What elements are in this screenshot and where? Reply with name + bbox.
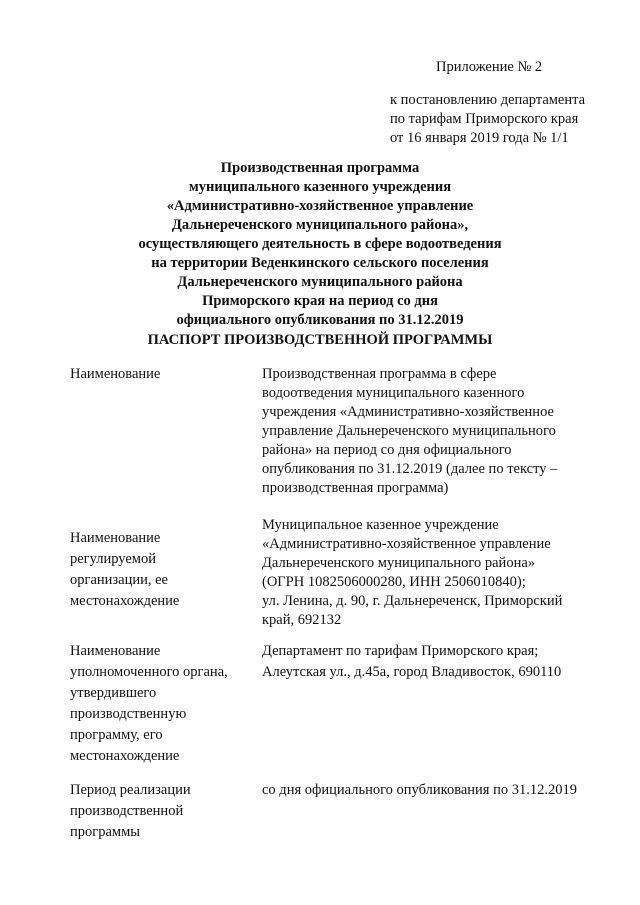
- row-value: Производственная программа в сфере: [262, 366, 497, 382]
- row-label: программу, его: [70, 727, 163, 743]
- row-value: водоотведения муниципального казенного: [262, 385, 525, 401]
- row-label: производственной: [70, 803, 184, 819]
- row-value: со дня официального опубликования по 31.12.2019: [262, 782, 577, 798]
- title-line: «Административно-хозяйственное управление: [166, 198, 474, 214]
- row-label: программы: [70, 824, 140, 840]
- row-value: Департамент по тарифам Приморского края;: [262, 643, 539, 659]
- row-label: утвердившего: [70, 685, 157, 701]
- row-label: организации, ее: [70, 572, 168, 588]
- row-value: «Административно-хозяйственное управление: [262, 536, 551, 552]
- row-label: регулируемой: [70, 551, 156, 567]
- row-value: опубликования по 31.12.2019 (далее по тексту –: [262, 461, 558, 477]
- title-line: осуществляющего деятельность в сфере водоотведения: [138, 236, 502, 252]
- row-value: (ОГРН 1082506000280, ИНН 2506010840);: [262, 574, 526, 590]
- appendix-number: Приложение № 2: [436, 59, 543, 75]
- row-label: местонахождение: [70, 593, 180, 609]
- appendix-line: по тарифам Приморского края: [390, 111, 579, 127]
- row-label: уполномоченного органа,: [70, 664, 228, 680]
- row-label: Наименование: [70, 366, 161, 382]
- row-label: Период реализации: [70, 782, 191, 798]
- row-value: управление Дальнереченского муниципального: [262, 423, 556, 439]
- row-value: Дальнереченского муниципального района»: [262, 555, 536, 571]
- row-value: Муниципальное казенное учреждение: [262, 517, 499, 533]
- row-value: ул. Ленина, д. 90, г. Дальнереченск, Приморский: [262, 593, 563, 609]
- row-value: край, 692132: [262, 612, 342, 628]
- title-line: Приморского края на период со дня: [202, 293, 438, 309]
- title-line: муниципального казенного учреждения: [188, 179, 452, 195]
- row-value: производственная программа): [262, 480, 449, 496]
- row-value: района» на период со дня официального: [262, 442, 512, 458]
- title-line: Производственная программа: [220, 160, 420, 176]
- row-label: Наименование: [70, 643, 161, 659]
- appendix-line: от 16 января 2019 года № 1/1: [390, 130, 569, 146]
- appendix-line: к постановлению департамента: [390, 92, 586, 108]
- passport-heading: ПАСПОРТ ПРОИЗВОДСТВЕННОЙ ПРОГРАММЫ: [147, 332, 493, 348]
- row-value: учреждения «Административно-хозяйственное: [262, 404, 554, 420]
- row-label: Наименование: [70, 530, 161, 546]
- row-label: производственную: [70, 706, 187, 722]
- title-line: Дальнереченского муниципального района»,: [171, 217, 469, 233]
- row-label: местонахождение: [70, 748, 180, 764]
- title-line: официального опубликования по 31.12.2019: [176, 312, 464, 328]
- row-value: Алеутская ул., д.45а, город Владивосток, 690110: [262, 664, 562, 680]
- title-line: Дальнереченского муниципального района: [177, 274, 463, 290]
- title-line: на территории Веденкинского сельского поселения: [151, 255, 489, 271]
